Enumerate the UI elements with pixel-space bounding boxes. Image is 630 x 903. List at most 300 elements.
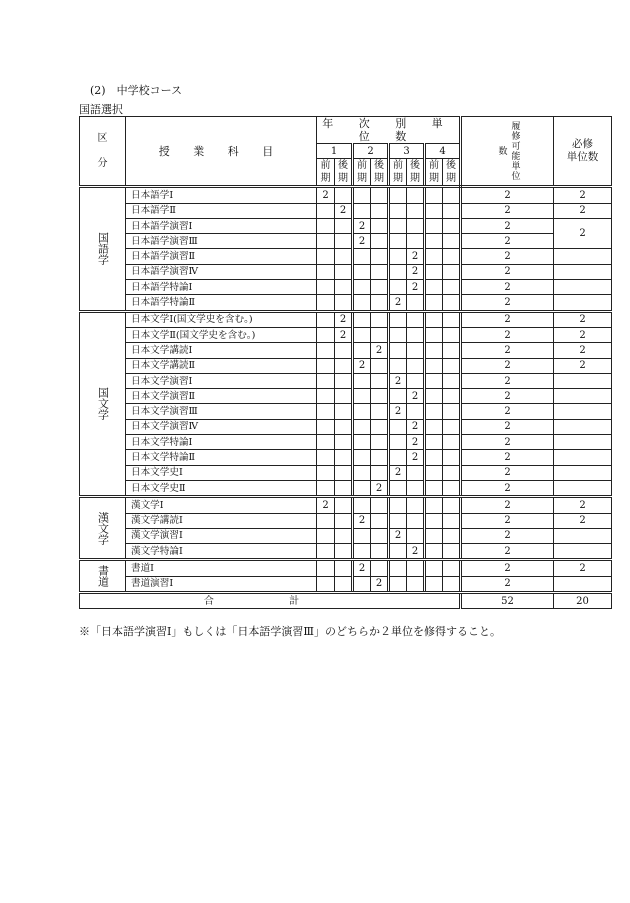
unit-cell [389, 576, 407, 592]
unit-cell [425, 404, 443, 419]
header-kubun: 区 分 [80, 117, 126, 187]
unit-cell [407, 187, 425, 203]
unit-cell [353, 480, 371, 496]
unit-cell [371, 203, 389, 218]
unit-cell [389, 544, 407, 560]
summary-label: 合 計 [80, 593, 461, 609]
unit-cell [353, 203, 371, 218]
unit-cell [317, 450, 335, 465]
required-units-cell [554, 528, 612, 543]
unit-cell [389, 435, 407, 450]
unit-cell [443, 295, 461, 311]
unit-cell [443, 358, 461, 373]
table-row [80, 404, 612, 419]
category-label: 国語学 [80, 187, 126, 311]
unit-cell: 2 [407, 419, 425, 434]
required-units-cell [554, 389, 612, 404]
subject-name: 日本文学史Ⅰ [126, 465, 317, 480]
unit-cell [443, 264, 461, 279]
unit-cell: 2 [353, 560, 371, 576]
table-row [80, 419, 612, 434]
unit-cell [335, 234, 353, 249]
unit-cell [335, 218, 353, 233]
unit-cell [389, 327, 407, 342]
unit-cell: 2 [353, 218, 371, 233]
unit-cell: 2 [353, 358, 371, 373]
unit-cell [317, 465, 335, 480]
unit-cell: 2 [407, 264, 425, 279]
unit-cell [335, 280, 353, 295]
unit-cell [317, 404, 335, 419]
subject-name: 日本語学特論Ⅱ [126, 295, 317, 311]
unit-cell [317, 203, 335, 218]
unit-cell [407, 465, 425, 480]
unit-cell [371, 358, 389, 373]
unit-cell [335, 404, 353, 419]
unit-cell [335, 389, 353, 404]
unit-cell: 2 [335, 311, 353, 327]
unit-cell [353, 544, 371, 560]
unit-cell [353, 264, 371, 279]
unit-cell [371, 327, 389, 342]
header-term-2-second: 後期 [371, 159, 389, 187]
subject-name: 日本語学Ⅰ [126, 187, 317, 203]
subject-name: 日本文学演習Ⅰ [126, 373, 317, 388]
unit-cell [317, 435, 335, 450]
subject-name: 漢文学特論Ⅰ [126, 544, 317, 560]
unit-cell [389, 560, 407, 576]
unit-cell [425, 450, 443, 465]
unit-cell: 2 [389, 295, 407, 311]
unit-cell [335, 373, 353, 388]
unit-cell [389, 480, 407, 496]
required-units-cell: 2 [554, 218, 612, 249]
unit-cell [389, 311, 407, 327]
unit-cell [443, 560, 461, 576]
unit-cell [389, 234, 407, 249]
header-term-4-first: 前期 [425, 159, 443, 187]
unit-cell [389, 264, 407, 279]
unit-cell [317, 234, 335, 249]
table-row [80, 358, 612, 373]
unit-cell [371, 311, 389, 327]
table-row [80, 373, 612, 388]
total-units-cell: 2 [461, 311, 554, 327]
unit-cell [443, 404, 461, 419]
required-units-cell [554, 465, 612, 480]
unit-cell [443, 389, 461, 404]
unit-cell [317, 311, 335, 327]
subject-name: 日本文学史Ⅱ [126, 480, 317, 496]
unit-cell [407, 480, 425, 496]
unit-cell [371, 295, 389, 311]
course-table [79, 116, 612, 609]
required-units-cell: 2 [554, 187, 612, 203]
unit-cell [407, 497, 425, 513]
subject-name: 日本文学演習Ⅱ [126, 389, 317, 404]
unit-cell [389, 249, 407, 264]
unit-cell [425, 264, 443, 279]
total-units-cell: 2 [461, 419, 554, 434]
unit-cell [317, 218, 335, 233]
category-label: 書道 [80, 560, 126, 593]
required-units-cell [554, 264, 612, 279]
table-row [80, 480, 612, 496]
unit-cell [371, 544, 389, 560]
unit-cell [353, 419, 371, 434]
subject-name: 日本語学特論Ⅰ [126, 280, 317, 295]
unit-cell: 2 [335, 327, 353, 342]
required-units-cell [554, 544, 612, 560]
unit-cell [425, 465, 443, 480]
unit-cell [407, 528, 425, 543]
unit-cell [353, 465, 371, 480]
unit-cell [353, 295, 371, 311]
unit-cell: 2 [407, 389, 425, 404]
unit-cell [443, 480, 461, 496]
unit-cell [353, 187, 371, 203]
unit-cell [371, 373, 389, 388]
unit-cell: 2 [371, 343, 389, 358]
unit-cell [371, 450, 389, 465]
subject-name: 日本文学講読Ⅱ [126, 358, 317, 373]
subject-name: 漢文学演習Ⅰ [126, 528, 317, 543]
required-units-cell [554, 373, 612, 388]
unit-cell [371, 560, 389, 576]
unit-cell [353, 497, 371, 513]
unit-cell [389, 419, 407, 434]
unit-cell [353, 528, 371, 543]
required-units-cell: 2 [554, 358, 612, 373]
subject-name: 日本文学Ⅰ(国文学史を含む。) [126, 311, 317, 327]
unit-cell: 2 [389, 373, 407, 388]
unit-cell: 2 [407, 450, 425, 465]
unit-cell: 2 [407, 280, 425, 295]
unit-cell [425, 373, 443, 388]
table-row [80, 497, 612, 513]
unit-cell: 2 [317, 497, 335, 513]
unit-cell [317, 343, 335, 358]
total-units-cell: 2 [461, 480, 554, 496]
unit-cell [443, 234, 461, 249]
required-units-cell: 2 [554, 327, 612, 342]
unit-cell [425, 311, 443, 327]
unit-cell [317, 419, 335, 434]
unit-cell [443, 249, 461, 264]
unit-cell [371, 218, 389, 233]
unit-cell [407, 513, 425, 528]
total-units-cell: 2 [461, 560, 554, 576]
unit-cell [425, 528, 443, 543]
unit-cell [317, 327, 335, 342]
header-year-3: 3 [389, 144, 425, 159]
subject-name: 日本語学演習Ⅳ [126, 264, 317, 279]
unit-cell [353, 576, 371, 592]
total-units-cell: 2 [461, 249, 554, 264]
required-units-cell [554, 295, 612, 311]
unit-cell: 2 [353, 513, 371, 528]
header-term-4-second: 後期 [443, 159, 461, 187]
required-units-cell [554, 480, 612, 496]
required-units-cell [554, 576, 612, 592]
subject-name: 日本文学演習Ⅲ [126, 404, 317, 419]
unit-cell [389, 450, 407, 465]
unit-cell: 2 [389, 528, 407, 543]
unit-cell [425, 234, 443, 249]
unit-cell [353, 311, 371, 327]
unit-cell [371, 234, 389, 249]
subject-name: 日本文学Ⅱ(国文学史を含む。) [126, 327, 317, 342]
unit-cell [407, 560, 425, 576]
unit-cell [371, 404, 389, 419]
unit-cell [353, 373, 371, 388]
unit-cell [317, 389, 335, 404]
unit-cell [335, 544, 353, 560]
unit-cell [443, 513, 461, 528]
unit-cell [389, 497, 407, 513]
unit-cell [335, 343, 353, 358]
unit-cell [335, 249, 353, 264]
unit-cell [407, 404, 425, 419]
subject-name: 漢文学Ⅰ [126, 497, 317, 513]
unit-cell [389, 280, 407, 295]
unit-cell: 2 [407, 435, 425, 450]
unit-cell [317, 528, 335, 543]
total-units-cell: 2 [461, 187, 554, 203]
unit-cell: 2 [371, 576, 389, 592]
table-row [80, 528, 612, 543]
header-term-1-first: 前期 [317, 159, 335, 187]
unit-cell [407, 373, 425, 388]
unit-cell [407, 311, 425, 327]
subject-name: 日本文学特論Ⅱ [126, 450, 317, 465]
table-row [80, 264, 612, 279]
unit-cell [371, 435, 389, 450]
section-subheading: 国語選択 [79, 103, 123, 116]
unit-cell [389, 358, 407, 373]
total-units-cell: 2 [461, 404, 554, 419]
table-row [80, 450, 612, 465]
required-units-cell [554, 419, 612, 434]
unit-cell [371, 389, 389, 404]
table-row [80, 343, 612, 358]
unit-cell [371, 280, 389, 295]
unit-cell [317, 513, 335, 528]
table-row [80, 295, 612, 311]
unit-cell [335, 295, 353, 311]
total-units-cell: 2 [461, 544, 554, 560]
header-year-4: 4 [425, 144, 461, 159]
unit-cell [425, 576, 443, 592]
unit-cell [353, 280, 371, 295]
required-units-cell: 2 [554, 560, 612, 576]
total-units-cell: 2 [461, 373, 554, 388]
unit-cell [371, 187, 389, 203]
unit-cell [407, 327, 425, 342]
required-units-cell: 2 [554, 343, 612, 358]
unit-cell [317, 576, 335, 592]
unit-cell [425, 280, 443, 295]
unit-cell [317, 249, 335, 264]
total-units-cell: 2 [461, 389, 554, 404]
unit-cell [425, 497, 443, 513]
category-label: 国文学 [80, 311, 126, 497]
unit-cell [335, 450, 353, 465]
required-units-cell [554, 435, 612, 450]
header-term-3-first: 前期 [389, 159, 407, 187]
total-units-cell: 2 [461, 203, 554, 218]
total-units-cell: 2 [461, 234, 554, 249]
unit-cell [425, 358, 443, 373]
unit-cell [335, 187, 353, 203]
unit-cell [443, 343, 461, 358]
unit-cell [443, 497, 461, 513]
unit-cell [425, 419, 443, 434]
unit-cell [335, 576, 353, 592]
summary-required: 20 [554, 593, 612, 609]
unit-cell [443, 419, 461, 434]
subject-name: 漢文学講読Ⅰ [126, 513, 317, 528]
table-row [80, 435, 612, 450]
unit-cell [335, 560, 353, 576]
table-row [80, 311, 612, 327]
unit-cell [443, 528, 461, 543]
unit-cell: 2 [389, 465, 407, 480]
table-row [80, 465, 612, 480]
unit-cell [407, 358, 425, 373]
table-row [80, 560, 612, 576]
unit-cell [317, 544, 335, 560]
total-units-cell: 2 [461, 343, 554, 358]
total-units-cell: 2 [461, 497, 554, 513]
unit-cell [443, 373, 461, 388]
unit-cell [335, 264, 353, 279]
unit-cell [353, 343, 371, 358]
total-units-cell: 2 [461, 358, 554, 373]
unit-cell [353, 435, 371, 450]
total-units-cell: 2 [461, 450, 554, 465]
required-units-cell: 2 [554, 497, 612, 513]
table-row [80, 576, 612, 592]
category-label: 漢文学 [80, 497, 126, 560]
unit-cell [335, 480, 353, 496]
total-units-cell: 2 [461, 528, 554, 543]
unit-cell [425, 560, 443, 576]
unit-cell [389, 218, 407, 233]
unit-cell [371, 419, 389, 434]
footnote: ※「日本語学演習Ⅰ」もしくは「日本語学演習Ⅲ」のどちらか２単位を修得すること。 [79, 625, 501, 638]
subject-name: 日本語学演習Ⅱ [126, 249, 317, 264]
unit-cell [443, 280, 461, 295]
unit-cell [443, 450, 461, 465]
table-row [80, 280, 612, 295]
unit-cell [407, 218, 425, 233]
unit-cell [425, 435, 443, 450]
unit-cell [335, 528, 353, 543]
table-row [80, 187, 612, 203]
unit-cell [443, 327, 461, 342]
total-units-cell: 2 [461, 327, 554, 342]
unit-cell [335, 419, 353, 434]
unit-cell [335, 435, 353, 450]
unit-cell [425, 513, 443, 528]
unit-cell [425, 480, 443, 496]
required-units-cell [554, 280, 612, 295]
unit-cell: 2 [335, 203, 353, 218]
total-units-cell: 2 [461, 280, 554, 295]
unit-cell [389, 187, 407, 203]
table-row [80, 203, 612, 218]
required-units-cell [554, 404, 612, 419]
subject-name: 日本文学講読Ⅰ [126, 343, 317, 358]
total-units-cell: 2 [461, 435, 554, 450]
unit-cell [425, 187, 443, 203]
table-row [80, 513, 612, 528]
table-row [80, 218, 612, 233]
total-units-cell: 2 [461, 465, 554, 480]
header-year-2: 2 [353, 144, 389, 159]
total-units-cell: 2 [461, 576, 554, 592]
unit-cell [425, 203, 443, 218]
unit-cell [371, 513, 389, 528]
unit-cell [389, 389, 407, 404]
unit-cell [443, 203, 461, 218]
unit-cell [353, 404, 371, 419]
unit-cell [317, 480, 335, 496]
unit-cell [389, 513, 407, 528]
table-row [80, 544, 612, 560]
unit-cell: 2 [407, 544, 425, 560]
unit-cell [425, 327, 443, 342]
unit-cell [443, 218, 461, 233]
subject-name: 日本文学特論Ⅰ [126, 435, 317, 450]
unit-cell: 2 [317, 187, 335, 203]
unit-cell [425, 343, 443, 358]
unit-cell [371, 249, 389, 264]
unit-cell [425, 218, 443, 233]
table-row [80, 389, 612, 404]
unit-cell [443, 311, 461, 327]
total-units-cell: 2 [461, 295, 554, 311]
header-total-units: 履修可能単位数 [461, 117, 554, 187]
table-row [80, 234, 612, 249]
unit-cell [443, 576, 461, 592]
unit-cell [425, 389, 443, 404]
header-term-3-second: 後期 [407, 159, 425, 187]
unit-cell [353, 249, 371, 264]
unit-cell [389, 343, 407, 358]
unit-cell [371, 497, 389, 513]
unit-cell: 2 [353, 234, 371, 249]
subject-name: 日本語学演習Ⅲ [126, 234, 317, 249]
unit-cell [317, 358, 335, 373]
unit-cell [407, 576, 425, 592]
unit-cell: 2 [407, 249, 425, 264]
header-required-units: 必修 単位数 [554, 117, 612, 187]
header-term-1-second: 後期 [335, 159, 353, 187]
subject-name: 書道演習Ⅰ [126, 576, 317, 592]
header-year-units: 年 次 別 単 位 数 [317, 117, 461, 144]
unit-cell [443, 544, 461, 560]
required-units-cell: 2 [554, 513, 612, 528]
required-units-cell: 2 [554, 203, 612, 218]
unit-cell [407, 343, 425, 358]
summary-total: 52 [461, 593, 554, 609]
subject-name: 日本語学Ⅱ [126, 203, 317, 218]
header-subject: 授 業 科 目 [126, 117, 317, 187]
subject-name: 書道Ⅰ [126, 560, 317, 576]
unit-cell [335, 497, 353, 513]
